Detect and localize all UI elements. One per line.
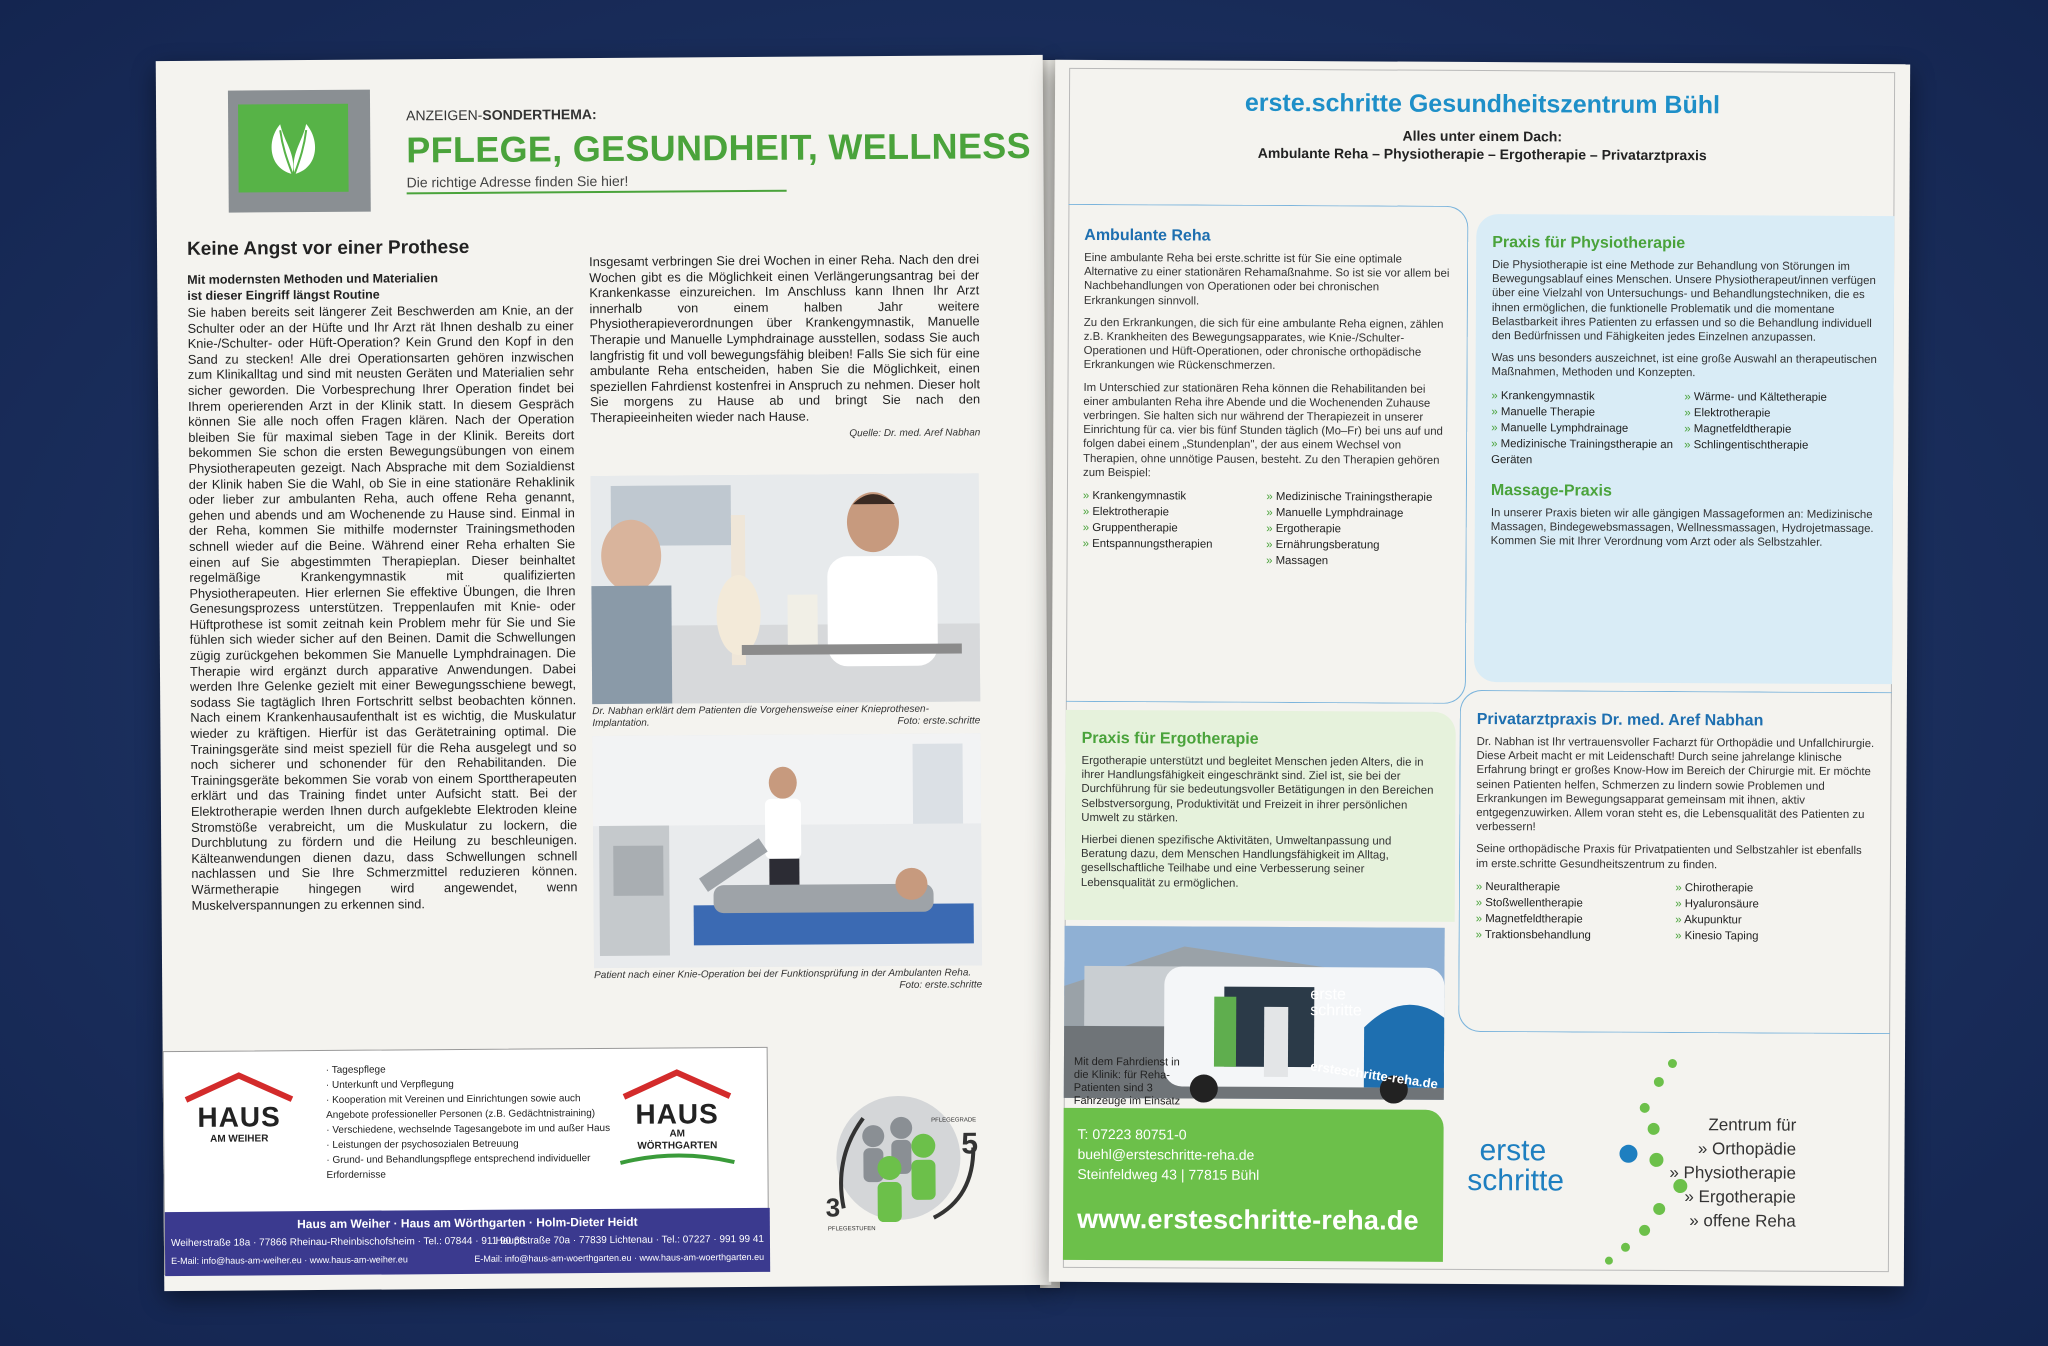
photo-shuttle-van [1064, 926, 1445, 1108]
card-ergotherapie: Praxis für Ergotherapie Ergotherapie unterstützt und begleitet Menschen jeden Alters, die in ihrer Handlungsfähigkeit eingeschränkt sind. Ziel ist, sie bei der Durchführung für sie bedeutungsvoller Betätigungen in den Bereichen Selbstversorgung, Produktivität und Freizeit in ihrer persönlichen Umwelt zu stärken. Hierbei dienen spezifische Aktivitäten, Umweltanpassung und Beratung dazu, dem Menschen Handlungsfähigkeit im Alltag, gesellschaftliche Teilhabe und eine Verbesserung seiner Lebensqualität zu ermöglichen. [1065, 710, 1456, 922]
section-logo [228, 90, 371, 213]
haus-am-weiher-ad [163, 1047, 770, 1275]
section-kicker: ANZEIGEN-SONDERTHEMA: [406, 106, 597, 124]
title-rule [407, 190, 787, 195]
article-subtitle: ist dieser Eingriff längst Routine [187, 287, 380, 303]
van-caption: Mit dem Fahrdienst in die Klinik: für Reha-Patienten sind 3 Fahrzeuge im Einsatz [1073, 1055, 1181, 1108]
left-page [156, 55, 1052, 1291]
article-title: Keine Angst vor einer Prothese [186, 236, 470, 260]
massage-title: Massage-Praxis [1490, 481, 1612, 500]
services-list: · Tagespflege · Unterkunft und Verpflegung · Kooperation mit Vereinen und Einrichtungen sowie auch Angebote professioneller Personen (z.B. Gedächtnistraining) · Verschiedene, wechselnde Tagesangebote im und außer Haus · Leistungen der psychosozialen Betreuung · Grund- und Behandlungspflege entsprechend individueller Erfordernisse [326, 1061, 617, 1183]
center-services: Ambulante Reha – Physiotherapie – Ergotherapie – Privatarztpraxis [1257, 144, 1707, 164]
pflegegrade-graphic: 3 5 PFLEGESTUFEN PFLEGEGRADE [823, 1087, 984, 1238]
card-ambulante-reha: Ambulante Reha Eine ambulante Reha bei erste.schritte ist für Sie eine optimale Alternative zu einer stationären Rehamaßnahme. So ist sie vor allem bei Nachbehandlungen von Operationen oder bei chronischen Erkrankungen sinnvoll. Zu den Erkrankungen, die sich für eine ambulante Reha eignen, zählen z.B. Krankheiten des Bewegungsapparates, wie Knie-/Schulter-Operationen und Hüft-Operationen, oder chronische orthopädische Erkrankungen wie Rückenschmerzen. Im Unterschied zur stationären Reha können die Rehabilitanden bei einer ambulanten Reha ihre Abende und die Wochenenden Zuhause verbringen. Sie halten sich nur während der Therapiezeit in unserer Einrichtung für ca. vier bis fünf Stunden täglich (Mo–Fr) bei uns auf und folgen dabei einem „Stundenplan", der aus einem Wechsel von Therapien, ohne unnötige Pausen, besteht. Zu den Therapien gehören zum Beispiel: » Krankengymnastik » Elektrotherapie » Gruppentherapie » Entspannungstherapien » Medizinische Trainingstherapie » Manuelle Lymphdrainage » Ergotherapie » Ernährungsberatung » Massagen [1066, 204, 1469, 704]
roof-icon [616, 1068, 738, 1099]
reha-therapy-list: » Krankengymnastik » Elektrotherapie » Gruppentherapie » Entspannungstherapien » Medizinische Trainingstherapie » Manuelle Lymphdrainage » Ergotherapie » Ernährungsberatung » Massagen [1083, 488, 1450, 570]
contact-website: www.ersteschritte-reha.de [1077, 1203, 1419, 1236]
photo-caption: Dr. Nabhan erklärt dem Patienten die Vorgehensweise einer Knieprothesen-Implantation. Foto: erste.schritte [592, 703, 981, 730]
brand-word-erste: erste [1479, 1134, 1547, 1168]
leaves-icon [258, 118, 328, 178]
article-body: Insgesamt verbringen Sie drei Wochen in einer Reha. Nach den drei Wochen gibt es die Möglichkeit einen Verlängerungsantrag bei der Krankenkasse einzureichen. Im Anschluss kann Ihnen Ihr Arzt innerhalb von einem halben Jahr weitere Physiotherapieverordnungen über Krankengymnastik, Manuelle Therapie und Manuelle Lymphdrainage ausstellen, sodass Sie auch langfristig fit und voll bewegungsfähig bleiben! Falls Sie sich für eine ambulante Reha entscheiden, haben Sie die Möglichkeit, einen speziellen Fahrdienst kostenfrei in Anspruch zu nehmen. Dieser holt Sie morgens zu Hause ab und bringt Sie nach den Therapieeinheiten wieder nach Hause. [589, 251, 981, 426]
center-title: erste.schritte Gesundheitszentrum Bühl [1244, 88, 1721, 120]
article-subtitle: Mit modernsten Methoden und Materialien [187, 271, 439, 287]
roof-icon [178, 1071, 300, 1102]
brand-dot [1619, 1145, 1637, 1163]
contact-address: Steinfeldweg 43 | 77815 Bühl [1077, 1165, 1260, 1183]
ad-contact-bar: Haus am Weiher · Haus am Wörthgarten · Holm-Dieter Heidt Weiherstraße 18a · 77866 Rheinau-Rheinbischofsheim · Tel.: 07844 · 911 90 66 Hauptstraße 70a · 77839 Lichtenau · Tel.: 07227 · 991 99 41 E-Mail: info@haus-am-weiher.eu · www.haus-am-weiher.eu E-Mail: info@haus-am-woerthgarten.eu · www.haus-am-woerthgarten.eu [165, 1208, 770, 1276]
card-privatarztpraxis: Privatarztpraxis Dr. med. Aref Nabhan Dr. Nabhan ist Ihr vertrauensvoller Facharzt für Orthopädie und Unfallchirurgie. Diese Arbeit macht er mit Leidenschaft! Durch seine jahrelange klinische Erfahrung bringt er großes Know-How im Bereich der Chirurgie mit. Er möchte seinen Patienten helfen, Schmerzen zu lindern sowie Problemen und Erkrankungen im Bewegungsapparat gemeinsam mit ihnen, aktiv entgegenzuwirken. Allem voran steht es, die Lebensqualität des Patienten zu verbessern! Seine orthopädische Praxis für Privatpatienten und Selbstzahler ist ebenfalls im erste.schritte Gesundheitszentrum zu finden. » Neuraltherapie » Stoßwellentherapie » Magnetfeldtherapie » Traktionsbehandlung » Chirotherapie » Hyaluronsäure » Akupunktur » Kinesio Taping [1458, 690, 1892, 1034]
photo-caption: Patient nach einer Knie-Operation bei der Funktionsprüfung in der Ambulanten Reha. Foto: erste.schritte [594, 967, 983, 991]
section-title: PFLEGE, GESUNDHEIT, WELLNESS [406, 125, 1031, 171]
photo-rehab-knee-test [592, 733, 982, 968]
card-physiotherapie: Praxis für Physiotherapie Die Physiotherapie ist eine Methode zur Behandlung von Störungen im Bewegungsablauf eines Menschen. Unsere Physiotherapeut/innen verfügen über eine Vielzahl von Untersuchungs- und Behandlungstechniken, die es ihnen ermöglichen, die funktionelle Problematik und die momentane Belastbarkeit ihres Patienten zu erfassen und so die Behandlung individuell den Bedürfnissen und Fähigkeiten jedes Einzelnen anzupassen. Was uns besonders auszeichnet, ist eine große Auswahl an therapeutischen Maßnahmen, Methoden und Konzepten. » Krankengymnastik » Manuelle Therapie » Manuelle Lymphdrainage » Medizinische Trainingstherapie an Geräten » Wärme- und Kältetherapie » Elektrotherapie » Magnetfeldtherapie » Schlingentischtherapie Massage-Praxis In unserer Praxis bieten wir alle gängigen Massageformen an: Medizinische Massagen, Bindegewebsmassagen, Wellnessmassagen, Hydrojetmassage. Kommen Sie mit Ihrer Verordnung vom Arzt oder als Selbstzahler. [1474, 214, 1894, 684]
brand-word-schritte: schritte [1467, 1163, 1565, 1198]
privat-list: » Neuraltherapie » Stoßwellentherapie » Magnetfeldtherapie » Traktionsbehandlung » Chirotherapie » Hyaluronsäure » Akupunktur » Kinesio Taping [1476, 879, 1875, 945]
article-column-1 [187, 236, 578, 913]
van-brand: erste schritte [1310, 986, 1362, 1020]
article-body: Sie haben bereits seit längerer Zeit Beschwerden am Knie, an der Schulter oder an der Hüfte und Ihr Arzt rät Ihnen deshalb zu einer Knie-/Schulter- oder Hüft-Operation? Kein Grund den Kopf in den Sand zu stecken! Alle drei Operationsarten gehören inzwischen zum Klinikalltag und sind mit neusten Geräten und Materialien sehr sicher geworden. Die Vorbesprechung Ihrer Operation findet bei Ihrem operierenden Arzt in der Klinik statt. In diesem Gespräch können Sie alle noch offen Fragen klären. Nach der Operation bleiben Sie für maximal sieben Tage in der Klinik. Bereits dort bekommen Sie schon die ersten Bewegungsübungen von einem Physiotherapeuten gezeigt. Nach Absprache mit dem Sozialdienst der Klinik haben Sie die Wahl, ob Sie in eine stationäre Rehaklinik oder lieber zur ambulanten Reha, auch offene Reha genannt, gehen und abends und am Wochenende zu Hause sind. Einmal in der Reha, kommen Sie mithilfe modernster Trainingsmethoden schnell wieder auf die Beine. Während einer Reha erhalten Sie einen auf Sie abgestimmten Therapieplan. Dieser beinhaltet regelmäßige Krankengymnastik mit qualifizierten Physiotherapeuten. Hier erlernen Sie effektive Übungen, die Ihren Genesungsprozess unterstützen. Treppenlaufen mit Knie- oder Hüftprothese ist somit zeitnah kein Problem mehr für Sie und Sie fühlen sich wieder sicher auf den Beinen. Damit die Schwellungen zügig zurückgehen bekommen Sie Manuelle Lymphdrainagen. Die Therapie wird ergänzt durch apparative Anwendungen. Dabei werden Ihre Gelenke gezielt mit einer Bewegungsschiene bewegt, sodass Sie tagtäglich Ihren Fortschritt selbst beobachten können. Nach einem Krankenhausaufenthalt ist es wichtig, die Muskulatur wieder zu kräftigen. Hierfür ist das Gerätetraining optimal. Die Trainingsgeräte sind meist speziell für die Reha ausgelegt und so noch sicherer und schonender für den Rehabilitanden. Die Trainingsgeräte bekommen Sie vorab von einem Sporttherapeuten erklärt und das Training findet unter Aufsicht statt. Bei der Elektrotherapie werden Ihnen durch aufgeklebte Elektroden kleine Stromstöße verabreicht, um die Muskulatur zu lockern, die Durchblutung zu fördern und die Heilung zu beschleunigen. Kälteanwendungen dienen dazu, dass Schwellungen schnell nachlassen und Sie Ihre Schmerzmittel reduzieren können. Wärmetherapie hingegen wird angewendet, wenn Muskelverspannungen zu erkennen sind. [187, 302, 578, 913]
contact-phone: T: 07223 80751-0 [1077, 1125, 1187, 1143]
article-column-2 [589, 251, 980, 440]
haus-am-woerthgarten-logo: HAUS AM WÖRTHGARTEN [616, 1068, 739, 1169]
physio-list: » Krankengymnastik » Manuelle Therapie » Manuelle Lymphdrainage » Medizinische Trainingstherapie an Geräten » Wärme- und Kältetherapie » Elektrotherapie » Magnetfeldtherapie » Schlingentischtherapie [1491, 388, 1877, 470]
photo-credit: Foto: erste.schritte [897, 715, 981, 727]
article-source: Quelle: Dr. med. Aref Nabhan [849, 426, 981, 439]
section-subtitle: Die richtige Adresse finden Sie hier! [406, 172, 629, 191]
contact-box [1063, 1108, 1444, 1262]
center-subtitle: Alles unter einem Dach: [1402, 127, 1563, 145]
contact-email: buehl@ersteschritte-reha.de [1077, 1145, 1255, 1163]
photo-doctor-consultation [591, 473, 981, 704]
brand-zentrum-list: Zentrum für » Orthopädie » Physiotherapie » Ergotherapie » offene Reha [1669, 1115, 1797, 1231]
haus-am-weiher-logo: HAUS AM WEIHER [178, 1071, 301, 1152]
photo-credit: Foto: erste.schritte [899, 979, 983, 991]
right-page [1049, 60, 1910, 1286]
van-url: ersteschritte-reha.de [1309, 1058, 1439, 1092]
